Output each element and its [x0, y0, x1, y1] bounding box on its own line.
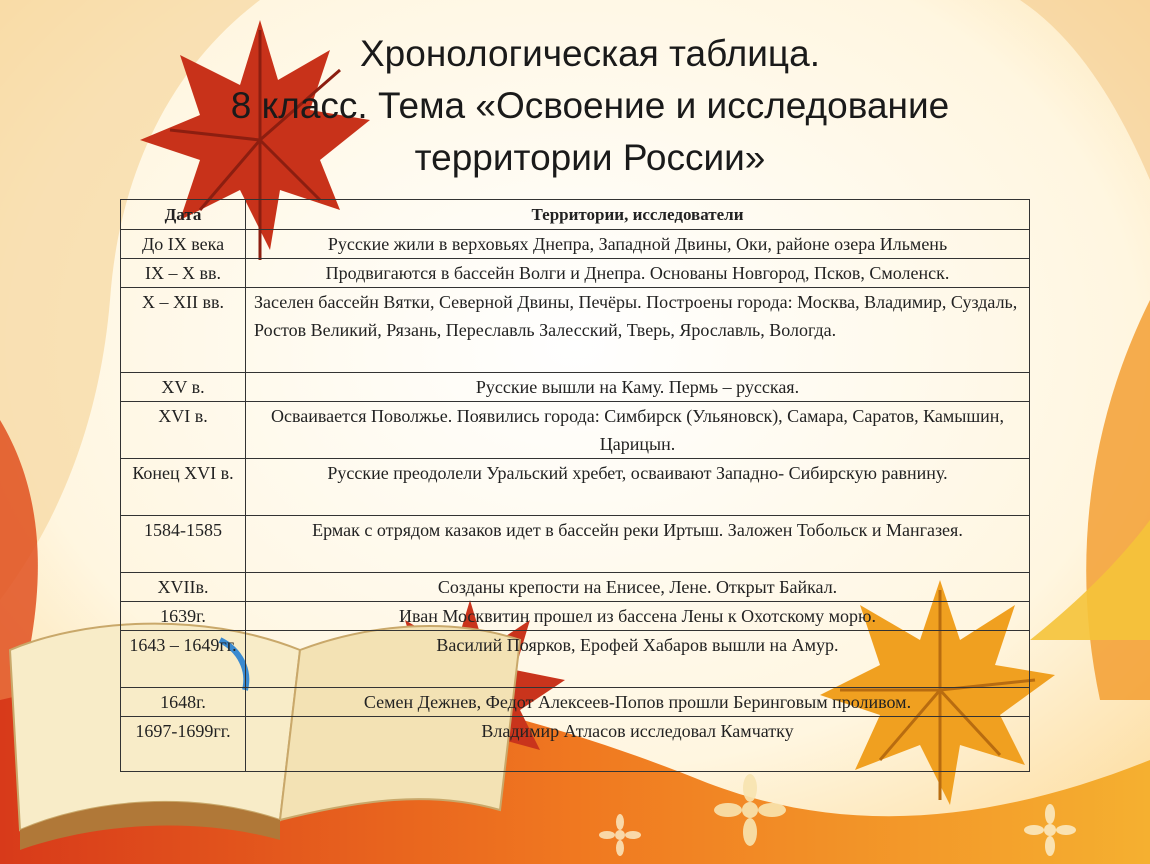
row-text: Русские жили в верховьях Днепра, Западной Двины, Оки, районе озера Ильмень	[246, 230, 1030, 259]
row-date: До IX века	[121, 230, 246, 259]
row-text: Осваивается Поволжье. Появились города: Симбирск (Ульяновск), Самара, Саратов, Камышин, Царицын.	[246, 402, 1030, 459]
row-date: 1648г.	[121, 688, 246, 717]
row-date: XVIIв.	[121, 573, 246, 602]
row-date: Конец XVI в.	[121, 459, 246, 516]
chronology-table	[120, 199, 1030, 772]
row-text: Владимир Атласов исследовал Камчатку	[246, 717, 1030, 772]
table-row	[121, 459, 1030, 516]
table-row	[121, 516, 1030, 573]
row-date: 1697-1699гг.	[121, 717, 246, 772]
row-text: Ермак с отрядом казаков идет в бассейн реки Иртыш. Заложен Тобольск и Мангазея.	[246, 516, 1030, 573]
header-territories: Территории, исследователи	[246, 200, 1030, 230]
table-row	[121, 631, 1030, 688]
table-row	[121, 259, 1030, 288]
table-row	[121, 402, 1030, 459]
table-row	[121, 288, 1030, 373]
table-row	[121, 688, 1030, 717]
row-text: Продвигаются в бассейн Волги и Днепра. Основаны Новгород, Псков, Смоленск.	[246, 259, 1030, 288]
title-line-1: Хронологическая таблица.	[360, 33, 820, 74]
table-row	[121, 373, 1030, 402]
row-date: X – XII вв.	[121, 288, 246, 373]
table-row	[121, 602, 1030, 631]
table-header-row	[121, 200, 1030, 230]
row-date: XV в.	[121, 373, 246, 402]
table-row	[121, 573, 1030, 602]
row-date: 1584-1585	[121, 516, 246, 573]
row-date: IX – X вв.	[121, 259, 246, 288]
table-row	[121, 230, 1030, 259]
title-line-2: 8 класс. Тема «Освоение и исследование	[230, 85, 950, 126]
row-date: 1643 – 1649гг.	[121, 631, 246, 688]
page-title	[150, 28, 1030, 184]
row-date: 1639г.	[121, 602, 246, 631]
table-row	[121, 717, 1030, 772]
row-text: Русские вышли на Каму. Пермь – русская.	[246, 373, 1030, 402]
row-text: Заселен бассейн Вятки, Северной Двины, Печёры. Построены города: Москва, Владимир, Суздаль, Ростов Великий, Рязань, Переславль Залесский, Тверь, Ярославль, Вологда.	[246, 288, 1030, 373]
row-text: Семен Дежнев, Федот Алексеев-Попов прошли Беринговым проливом.	[246, 688, 1030, 717]
row-text: Созданы крепости на Енисее, Лене. Открыт Байкал.	[246, 573, 1030, 602]
row-date: XVI в.	[121, 402, 246, 459]
title-line-3: территории России»	[414, 137, 766, 178]
header-date: Дата	[121, 200, 246, 230]
row-text: Русские преодолели Уральский хребет, осваивают Западно- Сибирскую равнину.	[246, 459, 1030, 516]
row-text: Иван Москвитин прошел из бассена Лены к Охотскому морю.	[246, 602, 1030, 631]
row-text: Василий Поярков, Ерофей Хабаров вышли на Амур.	[246, 631, 1030, 688]
